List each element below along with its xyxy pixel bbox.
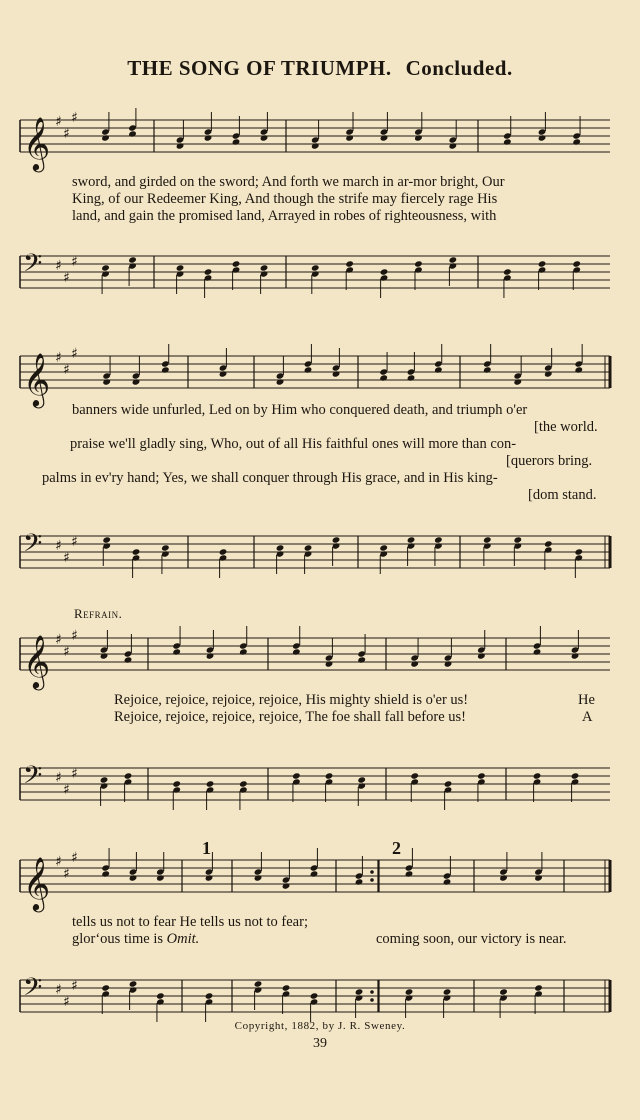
treble-staff-system-3 [0,618,640,698]
page-title [0,56,640,81]
lyric-line-3: land, and gain the promised land, Arrayed in robes of righteousness, with [72,208,497,224]
svg-text:♯: ♯ [63,644,70,660]
lyrics-system-4 [72,914,622,948]
bass-staff-system-2 [0,508,640,598]
refrain-label: Refrain. [74,606,123,621]
lyrics-system-1 [72,174,612,225]
lyric-text: Rejoice, rejoice, rejoice, rejoice, The foe shall fall before us! [114,709,466,725]
lyric-line-2: praise we'll gladly sing, Who, out of all His faithful ones will more than con- [70,436,517,452]
bass-staff-system-1 [0,228,640,318]
treble-staff-system-1 [0,100,640,180]
svg-text:♯: ♯ [55,770,62,786]
lyric-line-2 [72,931,622,948]
svg-text:♯: ♯ [71,254,78,270]
svg-text:♯: ♯ [55,854,62,870]
lyrics-system-3 [114,692,624,726]
svg-text:♯: ♯ [55,538,62,554]
lyric-line-1: banners wide unfurled, Led on by Him who conquered death, and triumph o'er [72,402,528,418]
song-title: THE SONG OF TRIUMPH. [127,56,392,80]
svg-text:𝄞: 𝄞 [23,352,51,406]
first-ending-number: 1 [202,838,211,858]
svg-text:♯: ♯ [63,550,70,566]
lyric-text: glor‘ous time is [72,931,164,947]
second-ending-number: 2 [392,838,401,858]
omit-marking: Omit. [166,931,200,947]
lyric-line-2: King, of our Redeemer King, And though the strife may fiercely rage His [72,191,498,207]
lyric-continuation-1: [the world. [534,419,598,435]
svg-text:♯: ♯ [71,110,78,126]
lyric-line-1: tells us not to fear He tells us not to fear; [72,914,308,930]
svg-text:♯: ♯ [63,994,70,1010]
svg-text:♯: ♯ [63,126,70,142]
svg-text:𝄢: 𝄢 [23,761,43,796]
lyric-continuation-3: [dom stand. [528,487,597,503]
page-number: 39 [313,1036,327,1051]
svg-text:♯: ♯ [71,346,78,362]
svg-text:♯: ♯ [71,534,78,550]
svg-text:♯: ♯ [55,114,62,130]
svg-text:♯: ♯ [63,270,70,286]
svg-text:𝄞: 𝄞 [23,116,51,170]
svg-text:♯: ♯ [55,632,62,648]
svg-text:♯: ♯ [55,350,62,366]
svg-text:𝄞: 𝄞 [23,856,51,910]
concluded-label: Concluded. [405,56,513,80]
lyric-line-1 [114,692,624,709]
lyric-line-2 [114,709,624,726]
bass-staff-system-3 [0,740,640,830]
svg-text:♯: ♯ [71,850,78,866]
svg-text:♯: ♯ [71,766,78,782]
lyric-text-ending-2: coming soon, our victory is near. [376,931,567,947]
svg-text:♯: ♯ [63,362,70,378]
lyric-line-3: palms in ev'ry hand; Yes, we shall conquer through His grace, and in His king- [42,470,498,486]
svg-text:𝄢: 𝄢 [23,529,43,564]
copyright-notice: Copyright, 1882, by J. R. Sweney. [234,1020,406,1032]
svg-text:♯: ♯ [63,866,70,882]
lyric-line-1: sword, and girded on the sword; And forth we march in ar-mor bright, Our [72,174,505,190]
svg-text:𝄢: 𝄢 [23,249,43,284]
svg-text:♯: ♯ [71,978,78,994]
svg-text:𝄢: 𝄢 [23,973,43,1008]
svg-text:♯: ♯ [71,628,78,644]
svg-text:♯: ♯ [63,782,70,798]
lyric-pickup-word: He [578,692,595,708]
lyric-pickup-word: A [582,709,593,725]
lyric-text: Rejoice, rejoice, rejoice, rejoice, His mighty shield is o'er us! [114,692,469,708]
svg-text:𝄞: 𝄞 [23,634,51,688]
lyric-continuation-2: [querors bring. [506,453,593,469]
svg-text:♯: ♯ [55,982,62,998]
svg-text:♯: ♯ [55,258,62,274]
lyrics-system-2 [42,402,622,504]
